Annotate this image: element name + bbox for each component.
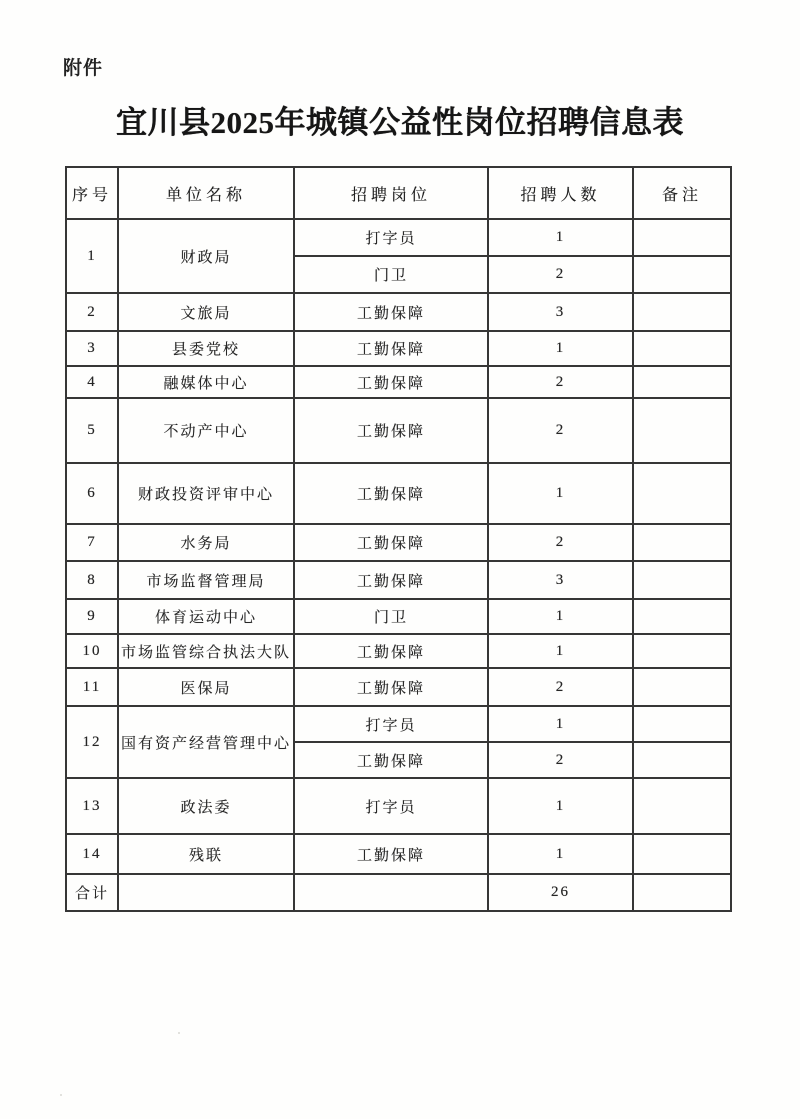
seq-cell: 14: [66, 834, 118, 874]
unit-cell: 残联: [118, 834, 294, 874]
table-row: [66, 778, 731, 834]
remark-cell: [633, 398, 731, 463]
job-cell: 工勤保障: [294, 668, 488, 706]
job-cell: 打字员: [294, 219, 488, 256]
job-cell: 工勤保障: [294, 293, 488, 331]
table-row: [66, 706, 731, 742]
unit-cell: 财政投资评审中心: [118, 463, 294, 524]
total-unit-cell: [118, 874, 294, 911]
job-cell: 工勤保障: [294, 463, 488, 524]
remark-cell: [633, 599, 731, 634]
unit-cell: 市场监督管理局: [118, 561, 294, 599]
job-cell: 工勤保障: [294, 634, 488, 668]
unit-cell: 县委党校: [118, 331, 294, 366]
total-label-cell: 合计: [66, 874, 118, 911]
count-cell: 2: [488, 398, 633, 463]
unit-cell: 水务局: [118, 524, 294, 561]
unit-cell: 文旅局: [118, 293, 294, 331]
header-cell: 序号: [66, 167, 118, 219]
job-cell: 打字员: [294, 706, 488, 742]
table-row: [66, 599, 731, 634]
count-cell: 1: [488, 706, 633, 742]
scan-speck: [178, 1032, 180, 1034]
count-cell: 1: [488, 463, 633, 524]
job-cell: 门卫: [294, 256, 488, 293]
job-cell: 工勤保障: [294, 331, 488, 366]
job-cell: 工勤保障: [294, 834, 488, 874]
unit-cell: 医保局: [118, 668, 294, 706]
remark-cell: [633, 668, 731, 706]
unit-cell: 市场监管综合执法大队: [118, 634, 294, 668]
job-cell: 工勤保障: [294, 742, 488, 778]
total-count-cell: 26: [488, 874, 633, 911]
job-cell: 打字员: [294, 778, 488, 834]
header-cell: 招聘人数: [488, 167, 633, 219]
header-cell: 备注: [633, 167, 731, 219]
count-cell: 1: [488, 778, 633, 834]
table-head: [66, 167, 731, 219]
remark-cell: [633, 706, 731, 742]
header-cell: 单位名称: [118, 167, 294, 219]
job-cell: 工勤保障: [294, 524, 488, 561]
remark-cell: [633, 524, 731, 561]
seq-cell: 10: [66, 634, 118, 668]
table-row: [66, 634, 731, 668]
remark-cell: [633, 778, 731, 834]
remark-cell: [633, 256, 731, 293]
table-body: [66, 219, 731, 911]
recruitment-table: [65, 166, 732, 912]
count-cell: 1: [488, 599, 633, 634]
seq-cell: 11: [66, 668, 118, 706]
remark-cell: [633, 834, 731, 874]
job-cell: 工勤保障: [294, 398, 488, 463]
count-cell: 1: [488, 634, 633, 668]
seq-cell: 2: [66, 293, 118, 331]
seq-cell: 1: [66, 219, 118, 293]
seq-cell: 3: [66, 331, 118, 366]
table-row: [66, 668, 731, 706]
count-cell: 2: [488, 742, 633, 778]
seq-cell: 6: [66, 463, 118, 524]
table-row: [66, 463, 731, 524]
table-row: [66, 219, 731, 256]
header-row: [66, 167, 731, 219]
count-cell: 3: [488, 561, 633, 599]
table-row: [66, 561, 731, 599]
seq-cell: 7: [66, 524, 118, 561]
table-row: [66, 293, 731, 331]
job-cell: 工勤保障: [294, 366, 488, 398]
attachment-label: 附件: [63, 58, 104, 79]
count-cell: 2: [488, 366, 633, 398]
remark-cell: [633, 293, 731, 331]
seq-cell: 12: [66, 706, 118, 778]
unit-cell: 不动产中心: [118, 398, 294, 463]
count-cell: 2: [488, 256, 633, 293]
table-row: [66, 524, 731, 561]
remark-cell: [633, 634, 731, 668]
table-row: [66, 834, 731, 874]
count-cell: 1: [488, 834, 633, 874]
count-cell: 1: [488, 331, 633, 366]
total-row: [66, 874, 731, 911]
remark-cell: [633, 561, 731, 599]
unit-cell: 财政局: [118, 219, 294, 293]
count-cell: 2: [488, 668, 633, 706]
remark-cell: [633, 366, 731, 398]
unit-cell: 体育运动中心: [118, 599, 294, 634]
count-cell: 1: [488, 219, 633, 256]
seq-cell: 8: [66, 561, 118, 599]
seq-cell: 5: [66, 398, 118, 463]
header-cell: 招聘岗位: [294, 167, 488, 219]
count-cell: 2: [488, 524, 633, 561]
unit-cell: 国有资产经营管理中心: [118, 706, 294, 778]
seq-cell: 4: [66, 366, 118, 398]
total-remark-cell: [633, 874, 731, 911]
remark-cell: [633, 742, 731, 778]
table-row: [66, 331, 731, 366]
count-cell: 3: [488, 293, 633, 331]
unit-cell: 融媒体中心: [118, 366, 294, 398]
total-job-cell: [294, 874, 488, 911]
job-cell: 工勤保障: [294, 561, 488, 599]
document-title: 宜川县2025年城镇公益性岗位招聘信息表: [116, 105, 684, 140]
remark-cell: [633, 219, 731, 256]
table-row: [66, 366, 731, 398]
remark-cell: [633, 331, 731, 366]
seq-cell: 9: [66, 599, 118, 634]
remark-cell: [633, 463, 731, 524]
seq-cell: 13: [66, 778, 118, 834]
job-cell: 门卫: [294, 599, 488, 634]
table-row: [66, 398, 731, 463]
scan-speck: [60, 1094, 62, 1096]
unit-cell: 政法委: [118, 778, 294, 834]
